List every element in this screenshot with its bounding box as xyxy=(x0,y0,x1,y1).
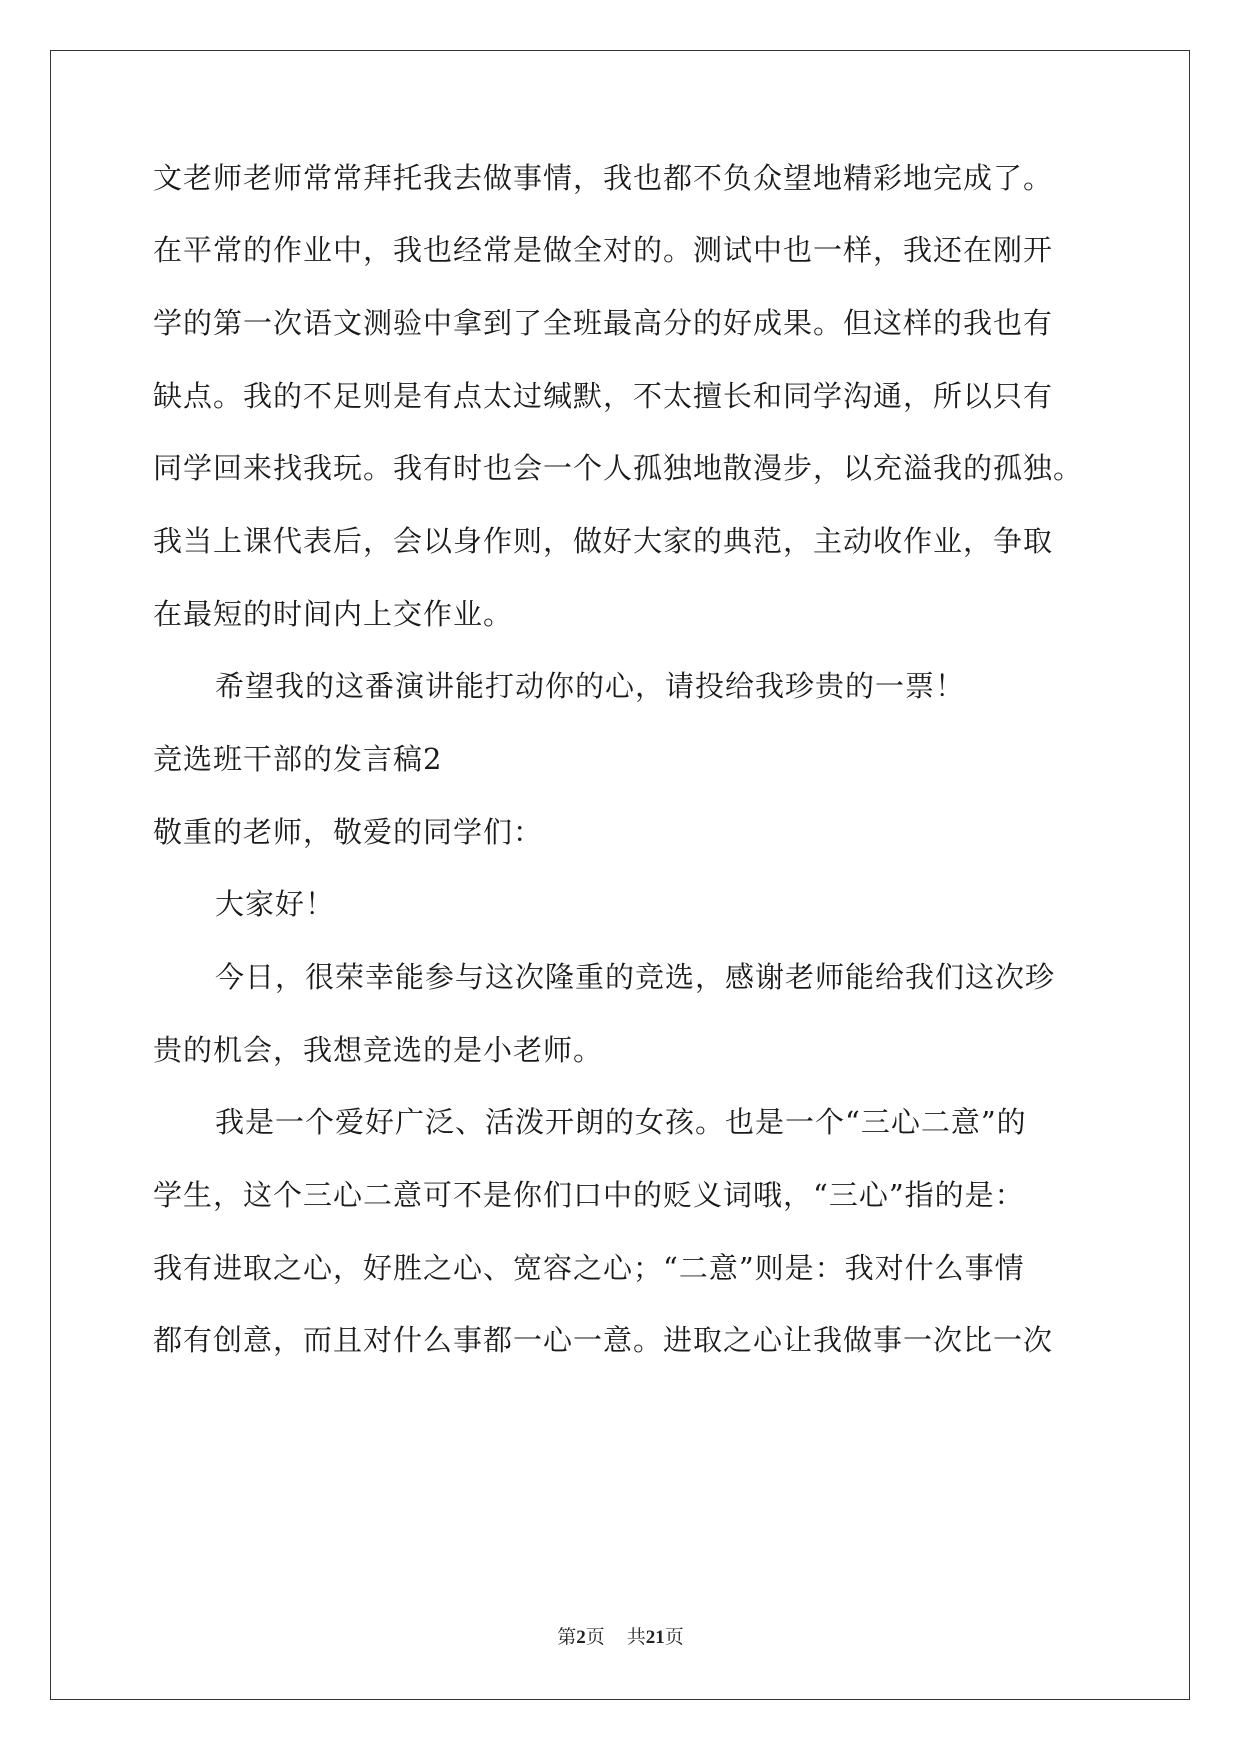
total-prefix: 共 xyxy=(626,1626,646,1648)
text-line: 缺点。我的不足则是有点太过缄默，不太擅长和同学沟通，所以只有 xyxy=(153,379,1054,413)
page-footer xyxy=(0,1625,1241,1650)
text-line: 在平常的作业中，我也经常是做全对的。测试中也一样，我还在刚开 xyxy=(153,233,1054,267)
text-line: 学的第一次语文测验中拿到了全班最高分的好成果。但这样的我也有 xyxy=(153,306,1054,340)
text-line: 我当上课代表后，会以身作则，做好大家的典范，主动收作业，争取 xyxy=(153,524,1054,558)
paragraph-line: 今日，很荣幸能参与这次隆重的竞选，感谢老师能给我们这次珍 xyxy=(215,960,1056,994)
page-prefix: 第 xyxy=(557,1626,577,1648)
text-line: 贵的机会，我想竞选的是小老师。 xyxy=(153,1033,604,1067)
greeting: 大家好！ xyxy=(215,887,336,921)
text-line: 文老师老师常常拜托我去做事情，我也都不负众望地精彩地完成了。 xyxy=(153,161,1054,195)
text-line: 我有进取之心，好胜之心、宽容之心；“二意”则是：我对什么事情 xyxy=(153,1251,1025,1285)
page-number: 2 xyxy=(576,1627,586,1648)
page-suffix: 页 xyxy=(585,1626,605,1648)
paragraph-line: 希望我的这番演讲能打动你的心，请投给我珍贵的一票！ xyxy=(215,669,966,703)
text-line: 在最短的时间内上交作业。 xyxy=(153,597,514,631)
paragraph-line: 我是一个爱好广泛、活泼开朗的女孩。也是一个“三心二意”的 xyxy=(215,1105,1027,1139)
text-line: 学生，这个三心二意可不是你们口中的贬义词哦，“三心”指的是： xyxy=(153,1178,1025,1212)
section-heading: 竞选班干部的发言稿2 xyxy=(153,742,443,776)
text-line: 都有创意，而且对什么事都一心一意。进取之心让我做事一次比一次 xyxy=(153,1323,1054,1357)
salutation: 敬重的老师，敬爱的同学们： xyxy=(153,815,544,849)
text-line: 同学回来找我玩。我有时也会一个人孤独地散漫步，以充溢我的孤独。 xyxy=(153,451,1084,485)
total-suffix: 页 xyxy=(664,1626,684,1648)
page-border xyxy=(50,50,1190,1700)
total-pages: 21 xyxy=(645,1627,665,1648)
